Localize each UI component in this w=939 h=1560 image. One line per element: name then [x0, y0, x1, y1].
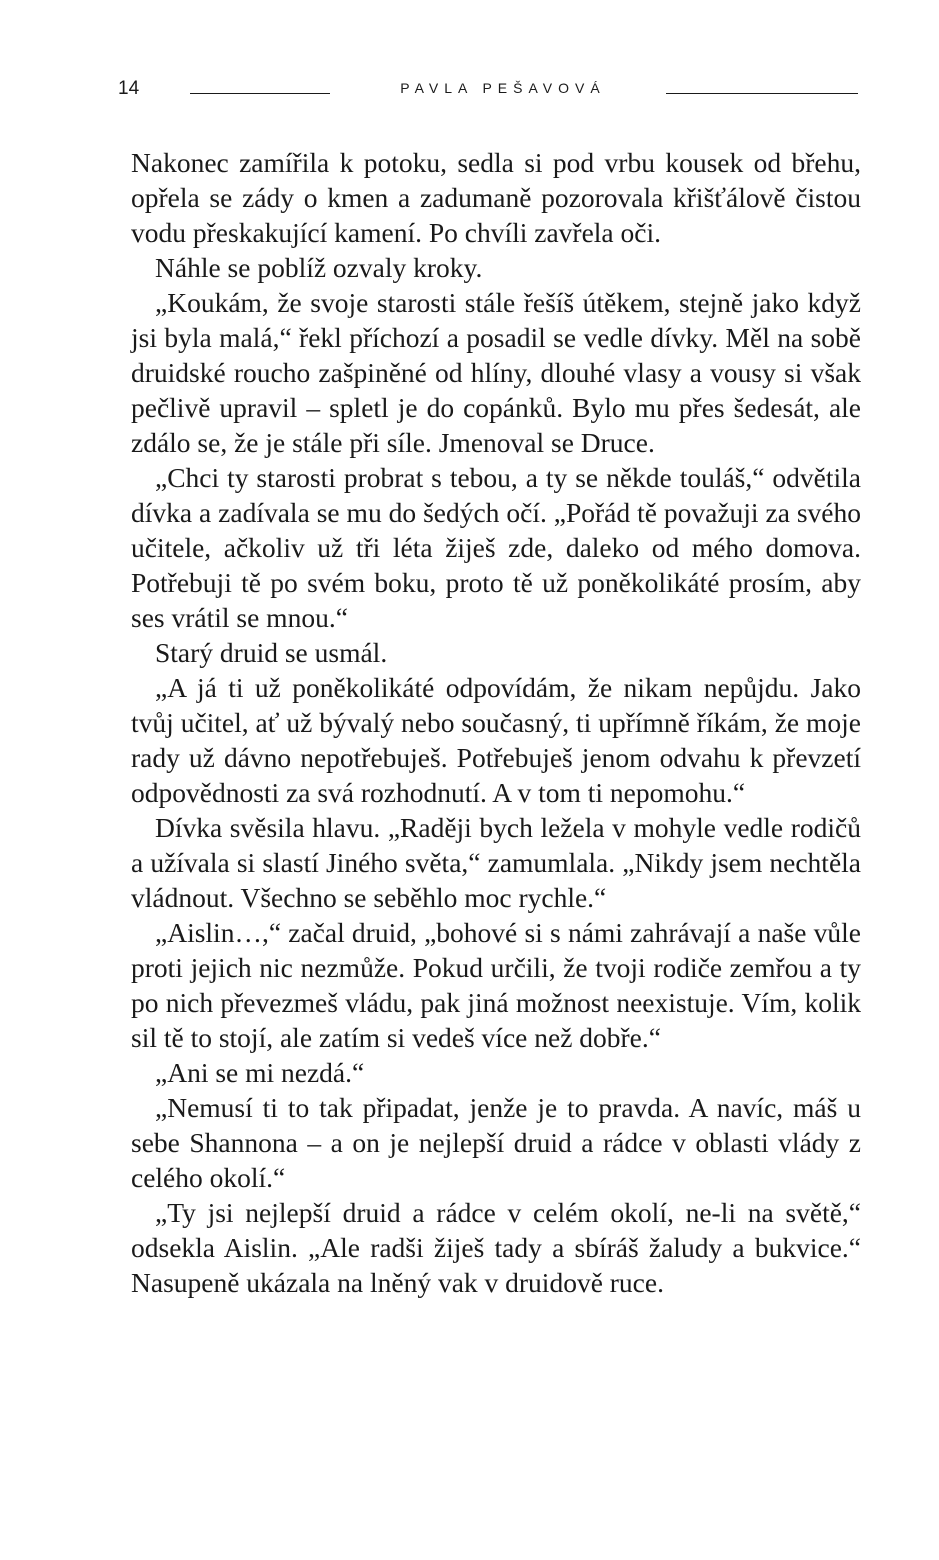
paragraph: Dívka svěsila hlavu. „Raději bych ležela v mohyle vedle rodičů a užívala si slastí Jiného světa,“ zamumlala. „Nikdy jsem nechtěla vládnout. Všechno se seběhlo moc rychle.“	[131, 812, 861, 913]
page-number: 14	[118, 78, 140, 99]
paragraph: „Ani se mi nezdá.“	[155, 1057, 365, 1088]
header-rule-left	[190, 93, 330, 94]
page-header	[118, 68, 868, 108]
paragraph: Nakonec zamířila k potoku, sedla si pod vrbu kousek od břehu, opřela se zády o kmen a zadumaně pozorovala křišťálově čistou vodu přeskakující kamení. Po chvíli zavřela oči.	[131, 147, 861, 248]
paragraph: „Aislin…,“ začal druid, „bohové si s námi zahrávají a naše vůle proti jejich nic nezmůže. Pokud určili, že tvoji rodiče zemřou a ty po nich převezmeš vládu, pak jiná možnost neexistuje. Vím, kolik sil tě to stojí, ale zatím si vedeš více než dobře.“	[131, 917, 861, 1053]
paragraph: „A já ti už poněkolikáté odpovídám, že nikam nepůjdu. Jako tvůj učitel, ať už bývalý nebo současný, ti upřímně říkám, že moje rady už dávno nepotřebuješ. Potřebuješ jenom odvahu k převzetí odpovědnosti za svá rozhodnutí. A v tom ti nepomohu.“	[131, 672, 861, 808]
paragraph: „Nemusí ti to tak připadat, jenže je to pravda. A navíc, máš u sebe Shannona – a on je nejlepší druid a rádce v oblasti vlády z celého okolí.“	[131, 1092, 861, 1193]
paragraph: Náhle se poblíž ozvaly kroky.	[155, 252, 483, 283]
header-rule-right	[666, 93, 858, 94]
paragraph: „Ty jsi nejlepší druid a rádce v celém okolí, ne-li na světě,“ odsekla Aislin. „Ale radši žiješ tady a sbíráš žaludy a bukvice.“ Nasupeně ukázala na lněný vak v druidově ruce.	[131, 1197, 861, 1298]
body-text	[131, 145, 861, 1300]
paragraph: Starý druid se usmál.	[155, 637, 388, 668]
running-title: PAVLA PEŠAVOVÁ	[400, 80, 606, 96]
paragraph: „Chci ty starosti probrat s tebou, a ty se někde touláš,“ odvětila dívka a zadívala se mu do šedých očí. „Pořád tě považuji za svého učitele, ačkoliv už tři léta žiješ zde, daleko od mého domova. Potřebuji tě po svém boku, proto tě už poněkolikáté prosím, aby ses vrátil se mnou.“	[131, 462, 861, 633]
paragraph: „Koukám, že svoje starosti stále řešíš útěkem, stejně jako když jsi byla malá,“ řekl příchozí a posadil se vedle dívky. Měl na sobě druidské roucho zašpiněné od hlíny, dlouhé vlasy a vousy si však pečlivě upravil – spletl je do copánků. Bylo mu přes šedesát, ale zdálo se, že je stále při síle. Jmenoval se Druce.	[131, 287, 861, 458]
